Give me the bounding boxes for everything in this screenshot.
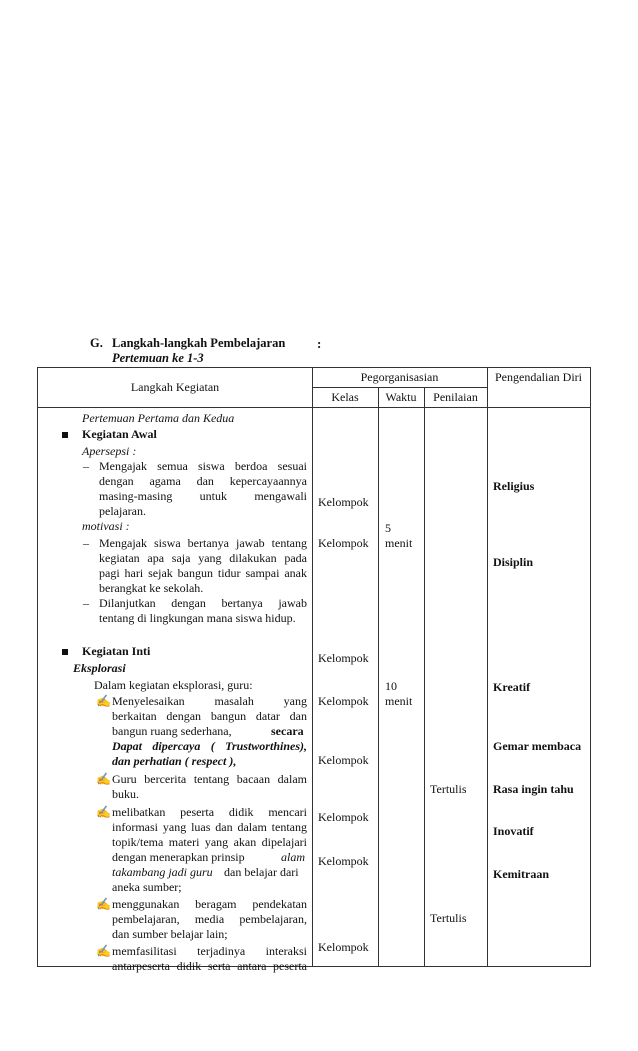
character-value: Kemitraan xyxy=(493,867,549,881)
inti-b3-last: aneka sumber; xyxy=(112,880,182,894)
header-pengendalian: Pengendalian Diri xyxy=(495,370,582,384)
dash-icon: – xyxy=(83,459,89,473)
kelas-cell: Kelompok xyxy=(318,940,369,954)
character-value: Religius xyxy=(493,479,535,493)
writing-hand-icon: ✍ xyxy=(96,897,111,911)
inti-b1-line2: berkaitan dengan bangun datar dan xyxy=(112,709,307,723)
writing-hand-icon: ✍ xyxy=(96,805,111,819)
learning-steps-table xyxy=(37,367,591,973)
inti-b3-alam: alam xyxy=(281,850,305,864)
pertemuan-label: Pertemuan Pertama dan Kedua xyxy=(82,411,235,425)
kelas-cell: Kelompok xyxy=(318,810,369,824)
waktu-value: 10 xyxy=(385,679,397,693)
section-letter: G. xyxy=(90,336,103,350)
awal-item2-line1: Mengajak siswa bertanya jawab tentang xyxy=(99,536,307,550)
section-colon: : xyxy=(317,336,322,351)
character-value: Inovatif xyxy=(493,824,534,838)
section-subtitle: Pertemuan ke 1-3 xyxy=(112,351,204,365)
header-pegorganisasian: Pegorganisasian xyxy=(360,370,439,384)
square-bullet-icon xyxy=(62,432,68,438)
awal-item2-line4: berangkat ke sekolah. xyxy=(99,581,204,595)
awal-item2-line3: pagi hari sejak bangun tidur sampai anak xyxy=(99,566,307,580)
inti-b2-line1: Guru bercerita tentang bacaan dalam xyxy=(112,772,307,786)
character-value: Gemar membaca xyxy=(493,739,582,753)
header-langkah: Langkah Kegiatan xyxy=(130,380,220,394)
kelas-cell: Kelompok xyxy=(318,753,369,767)
col-divider-kelas xyxy=(312,368,313,966)
eksplorasi-intro: Dalam kegiatan eksplorasi, guru: xyxy=(94,678,253,692)
inti-b2-line2: buku. xyxy=(112,787,139,801)
awal-item1-line1: Mengajak semua siswa berdoa sesuai xyxy=(99,459,307,473)
header-kelas: Kelas xyxy=(331,390,359,404)
inti-b1-line1: Menyelesaikan masalah yang xyxy=(112,694,307,708)
inti-b4-line3: dan sumber belajar lain; xyxy=(112,927,228,941)
dash-icon: – xyxy=(83,596,89,610)
character-value: Rasa ingin tahu xyxy=(493,782,574,796)
penilaian-cell: Tertulis xyxy=(430,911,467,925)
motivasi-label: motivasi : xyxy=(82,519,130,533)
inti-b1-secara: secara xyxy=(271,724,304,738)
inti-b3-takambang: takambang jadi guru xyxy=(112,865,213,879)
col-divider-waktu xyxy=(378,388,379,966)
inti-b3-line2: informasi yang luas dan dalam tentang xyxy=(112,820,307,834)
kelas-cell: Kelompok xyxy=(318,694,369,708)
inti-b5-line2: antarpeserta didik serta antara peserta xyxy=(112,959,307,973)
kelas-cell: Kelompok xyxy=(318,651,369,665)
inti-b4-line2: pembelajaran, media pembelajaran, xyxy=(112,912,307,926)
inti-b3-line4: dengan menerapkan prinsip xyxy=(112,850,245,864)
eksplorasi-title: Eksplorasi xyxy=(73,661,126,675)
waktu-unit: menit xyxy=(385,694,413,708)
inti-b1-line3: bangun ruang sederhana, xyxy=(112,724,232,738)
inti-b4-line1: menggunakan beragam pendekatan xyxy=(112,897,307,911)
dash-icon: – xyxy=(83,536,89,550)
inti-b5-line1: memfasilitasi terjadinya interaksi xyxy=(112,944,307,958)
writing-hand-icon: ✍ xyxy=(96,944,111,958)
header-penilaian: Penilaian xyxy=(433,390,478,404)
penilaian-cell: Tertulis xyxy=(430,782,467,796)
col-divider-pengendalian xyxy=(487,368,488,966)
square-bullet-icon xyxy=(62,649,68,655)
inti-b1-bold1: Dapat dipercaya ( Trustworthines), xyxy=(112,739,307,753)
writing-hand-icon: ✍ xyxy=(96,772,111,786)
character-value: Kreatif xyxy=(493,680,531,694)
waktu-value: 5 xyxy=(385,521,391,535)
inti-b1-bold2: dan perhatian ( respect ), xyxy=(112,754,237,768)
awal-item1-line2: dengan agama dan kepercayaannya xyxy=(99,474,307,488)
kelas-cell: Kelompok xyxy=(318,854,369,868)
kegiatan-awal-title: Kegiatan Awal xyxy=(82,427,157,441)
kelas-cell: Kelompok xyxy=(318,495,369,509)
awal-item3-line2: tentang di lingkungan mana siswa hidup. xyxy=(99,611,296,625)
waktu-unit: menit xyxy=(385,536,413,550)
header-waktu: Waktu xyxy=(385,390,417,404)
writing-hand-icon: ✍ xyxy=(96,694,111,708)
awal-item1-line3: masing-masing untuk mengawali xyxy=(99,489,307,503)
awal-item2-line2: kegiatan apa saja yang dilakukan pada xyxy=(99,551,307,565)
apersepsi-label: Apersepsi : xyxy=(82,444,137,458)
col-divider-penilaian xyxy=(424,388,425,966)
awal-item1-line4: pelajaran. xyxy=(99,504,146,518)
kelas-cell: Kelompok xyxy=(318,536,369,550)
header-bottom-line xyxy=(38,407,590,408)
inti-b3-tail: dan belajar dari xyxy=(224,865,299,879)
inti-b3-line1: melibatkan peserta didik mencari xyxy=(112,805,307,819)
kegiatan-inti-title: Kegiatan Inti xyxy=(82,644,151,658)
awal-item3-line1: Dilanjutkan dengan bertanya jawab xyxy=(99,596,307,610)
inti-b3-line3: topik/tema materi yang akan dipelajari xyxy=(112,835,307,849)
character-value: Disiplin xyxy=(493,555,534,569)
section-title: Langkah-langkah Pembelajaran xyxy=(112,336,286,350)
subheader-line xyxy=(312,387,487,388)
